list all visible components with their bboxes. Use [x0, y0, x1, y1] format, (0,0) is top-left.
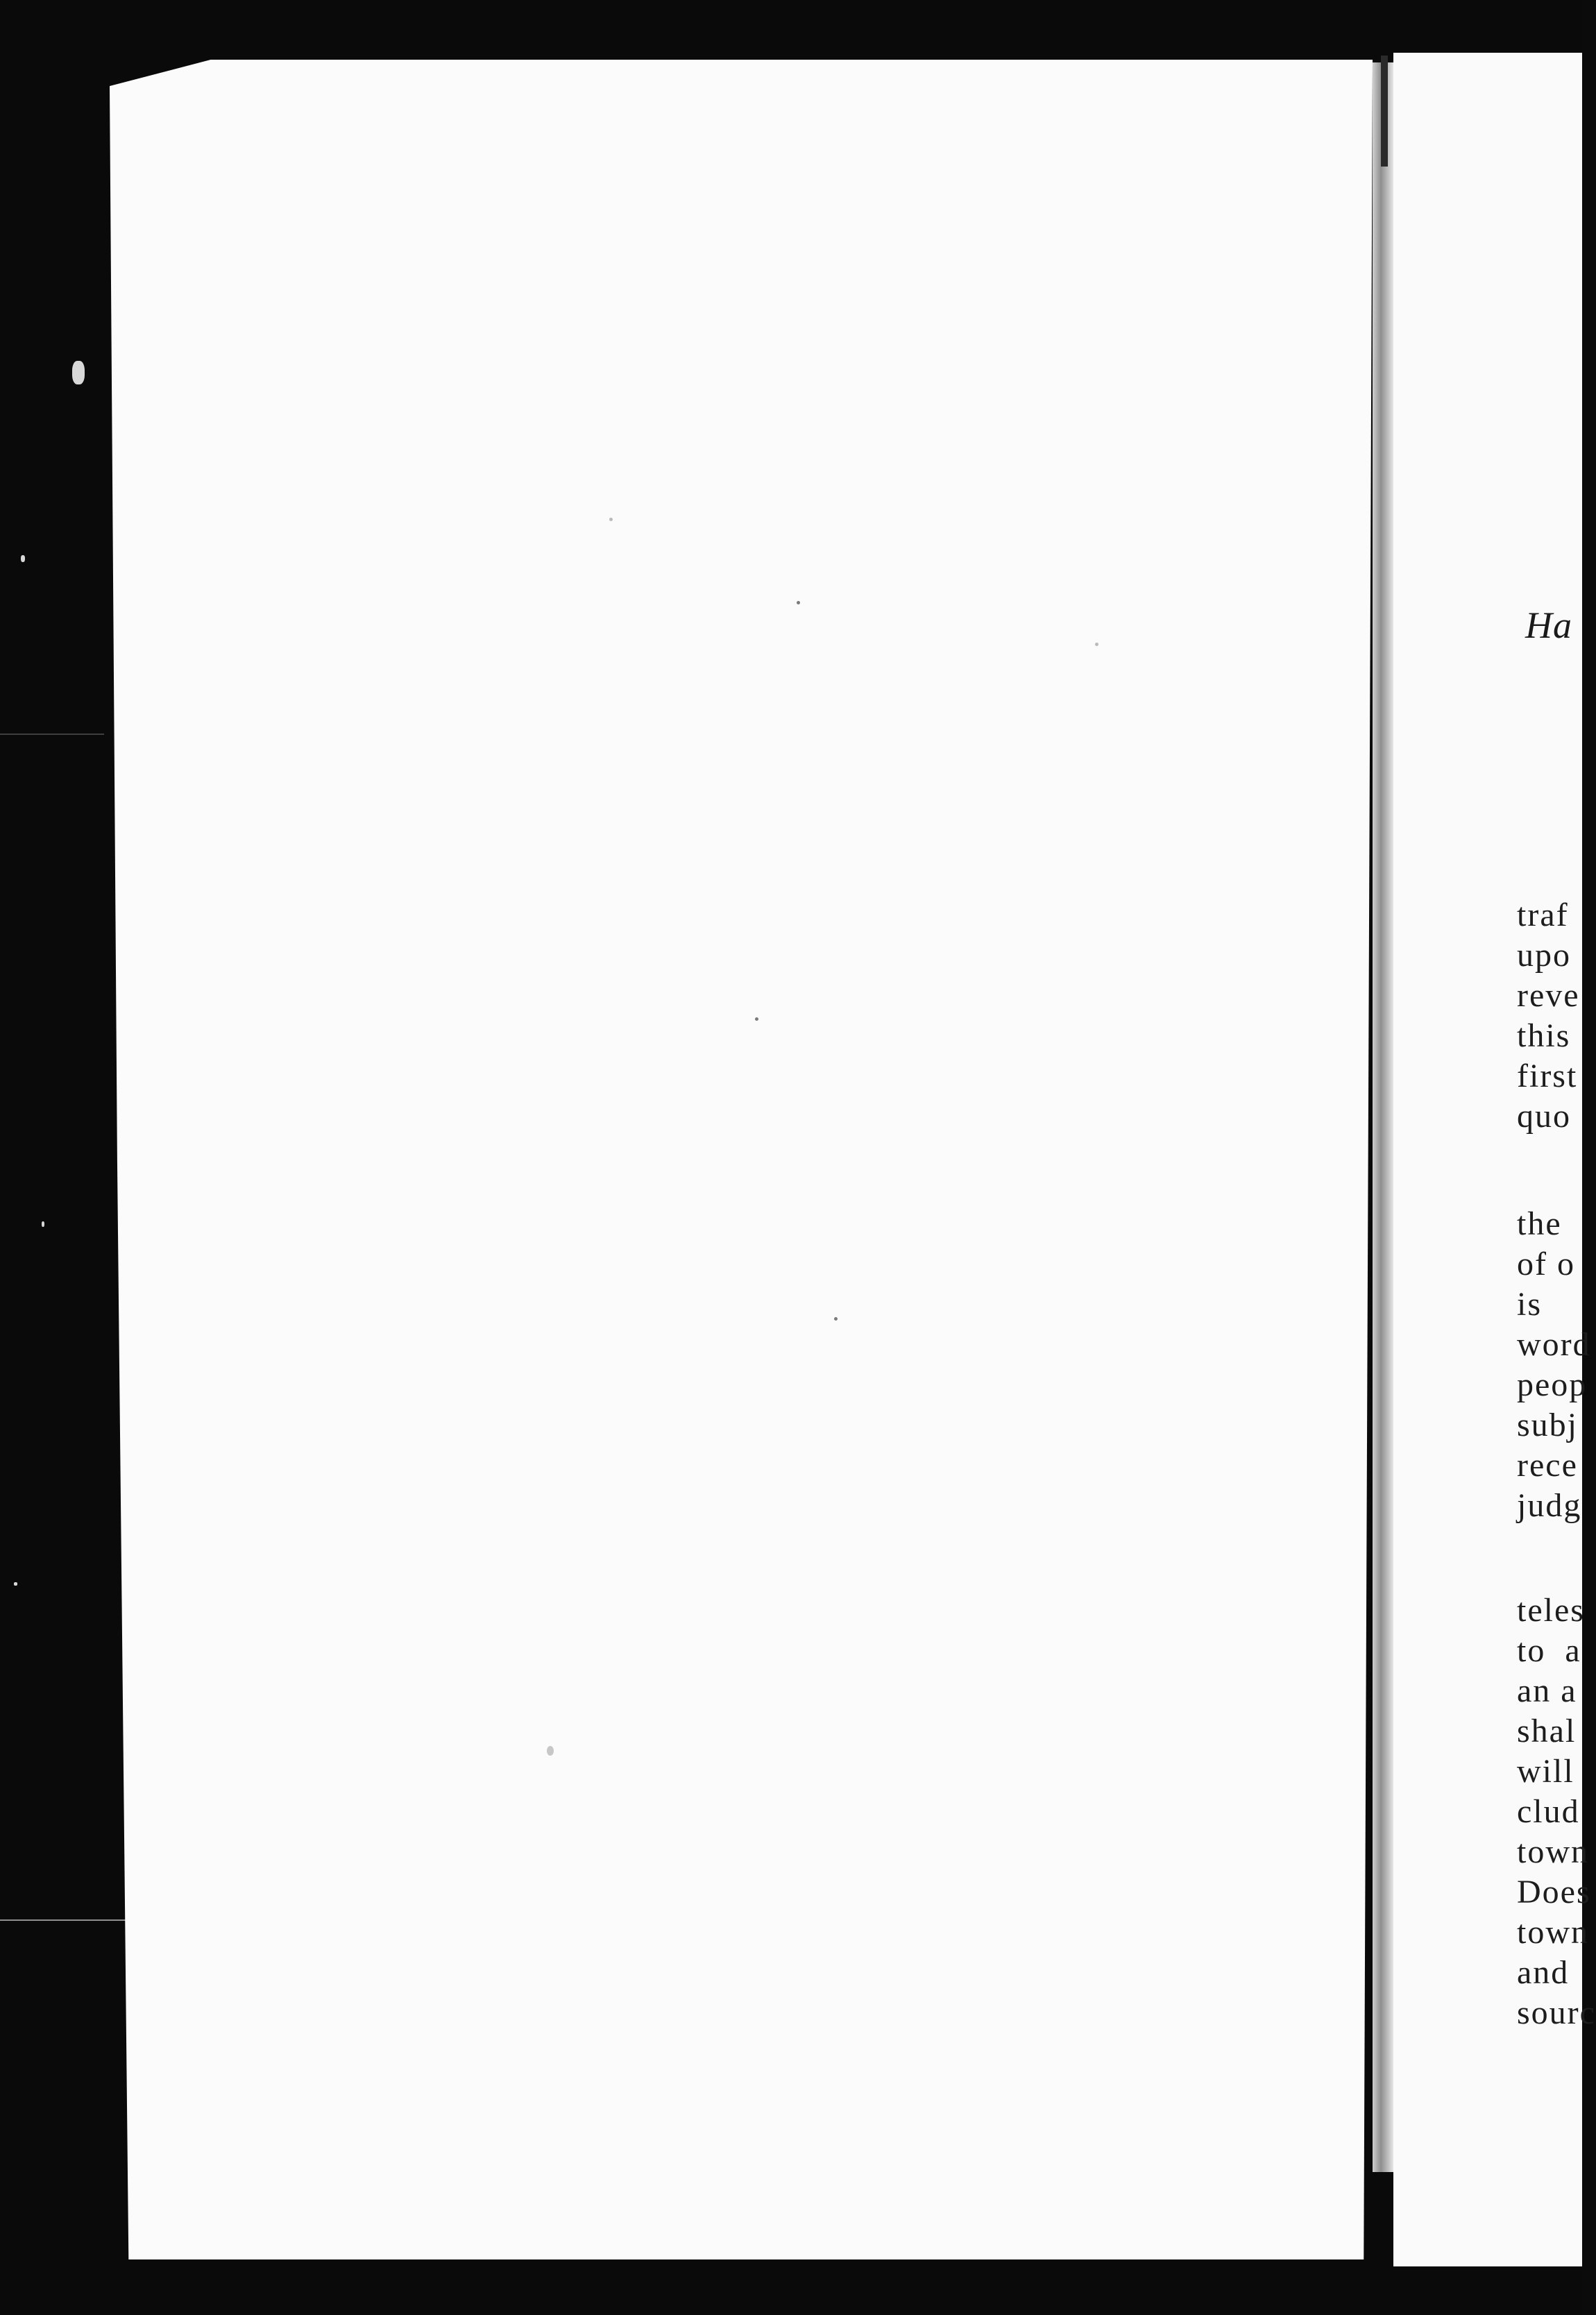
- paper-speck: [547, 1746, 554, 1756]
- paper-speck: [609, 518, 613, 521]
- scan-artifact-line: [0, 733, 104, 735]
- text-line: reve: [1517, 977, 1580, 1014]
- text-line: sourc: [1517, 1994, 1596, 2031]
- text-line: of o: [1517, 1246, 1575, 1282]
- text-line: shal: [1517, 1713, 1577, 1749]
- text-line: this: [1517, 1017, 1571, 1054]
- text-line: upo: [1517, 937, 1571, 974]
- text-line: an a: [1517, 1672, 1577, 1709]
- text-line: subj: [1517, 1407, 1579, 1443]
- paragraph-1: [1517, 895, 1580, 1137]
- book-gutter: [1373, 62, 1393, 2172]
- text-line: peop: [1517, 1366, 1588, 1403]
- text-line: Does: [1517, 1874, 1591, 1910]
- text-line: traf: [1517, 897, 1569, 933]
- text-line: first: [1517, 1058, 1578, 1094]
- paper-speck: [1095, 643, 1098, 646]
- text-line: the: [1517, 1205, 1562, 1242]
- paper-speck: [834, 1317, 838, 1321]
- text-line: clud: [1517, 1793, 1580, 1830]
- gutter-shadow: [1381, 56, 1388, 167]
- paragraph-2: [1517, 1204, 1591, 1526]
- dust-mark: [14, 1582, 17, 1586]
- paper-speck: [755, 1017, 758, 1021]
- dust-mark: [72, 361, 85, 384]
- text-line: rece: [1517, 1447, 1578, 1484]
- text-line: is: [1517, 1286, 1543, 1323]
- text-line: town: [1517, 1914, 1589, 1951]
- text-line: will: [1517, 1753, 1574, 1790]
- heading-fragment: Ha: [1525, 604, 1572, 646]
- paragraph-3: [1517, 1591, 1596, 2033]
- text-line: town: [1517, 1833, 1589, 1870]
- text-line: teles: [1517, 1592, 1585, 1629]
- text-line: to a: [1517, 1632, 1581, 1669]
- left-blank-page: [110, 60, 1373, 2259]
- dust-mark: [21, 555, 25, 562]
- paper-speck: [797, 601, 800, 604]
- text-line: quo: [1517, 1098, 1571, 1135]
- scan-artifact-line: [0, 1919, 139, 1921]
- text-line: word: [1517, 1326, 1591, 1363]
- dust-mark: [42, 1221, 44, 1227]
- text-line: and: [1517, 1954, 1570, 1991]
- text-line: judg: [1517, 1487, 1582, 1524]
